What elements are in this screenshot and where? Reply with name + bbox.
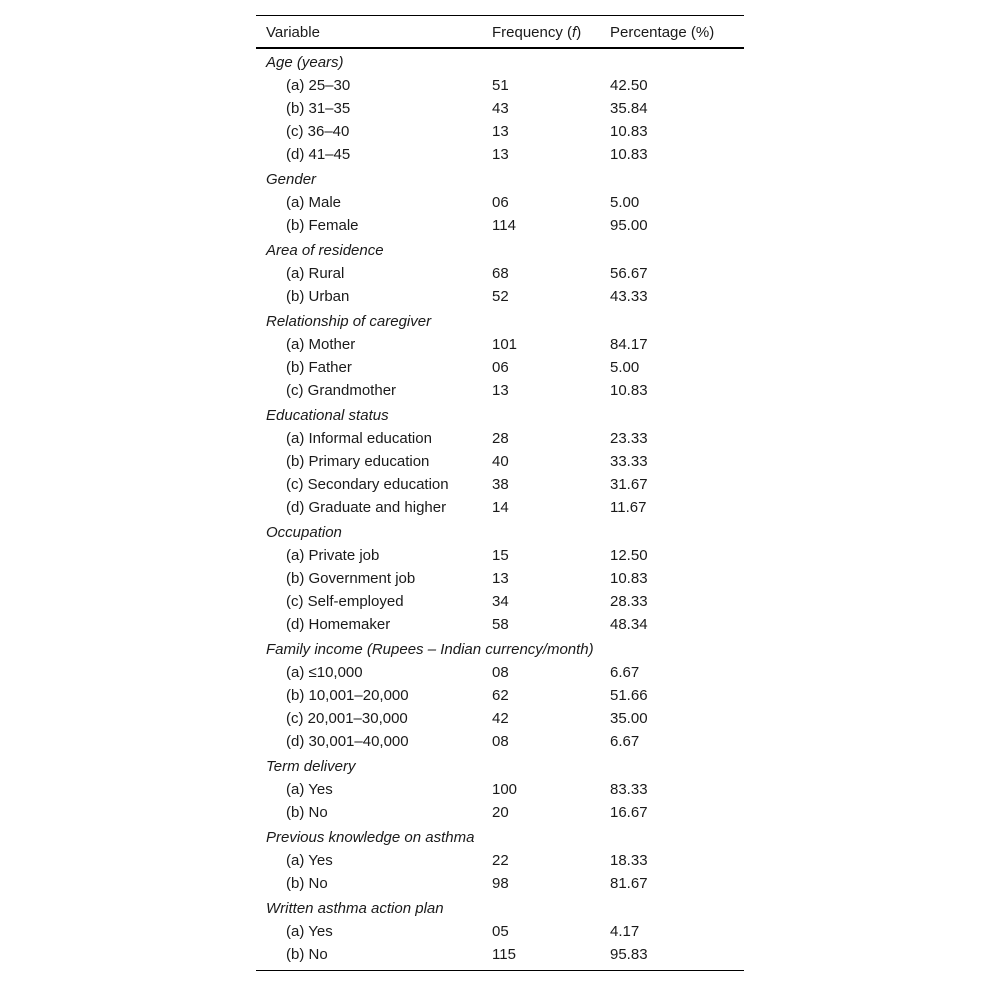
row-percentage: 42.50 [610, 77, 648, 94]
row-percentage: 10.83 [610, 123, 648, 140]
row-percentage: 18.33 [610, 852, 648, 869]
row-percentage: 35.84 [610, 100, 648, 117]
row-percentage: 6.67 [610, 733, 640, 750]
row-label: (a) Yes [286, 923, 333, 940]
row-frequency: 114 [492, 217, 516, 234]
row-label: (b) Female [286, 217, 359, 234]
table-row [256, 544, 744, 567]
row-frequency: 14 [492, 499, 509, 516]
row-frequency: 08 [492, 733, 509, 750]
row-frequency: 38 [492, 476, 509, 493]
row-percentage: 84.17 [610, 336, 648, 353]
table-row [256, 356, 744, 379]
row-frequency: 62 [492, 687, 509, 704]
table-row [256, 590, 744, 613]
row-percentage: 35.00 [610, 710, 648, 727]
row-percentage: 83.33 [610, 781, 648, 798]
row-label: (c) 20,001–30,000 [286, 710, 408, 727]
table-row [256, 285, 744, 308]
row-frequency: 115 [492, 946, 516, 963]
row-percentage: 28.33 [610, 593, 648, 610]
row-frequency: 34 [492, 593, 509, 610]
row-frequency: 13 [492, 570, 509, 587]
row-label: (a) Informal education [286, 430, 432, 447]
table-row [256, 333, 744, 356]
table-row [256, 778, 744, 801]
header-variable: Variable [266, 23, 320, 41]
row-label: (b) No [286, 875, 328, 892]
row-frequency: 13 [492, 146, 509, 163]
table-row [256, 120, 744, 143]
row-percentage: 10.83 [610, 382, 648, 399]
data-table [256, 15, 744, 971]
row-percentage: 56.67 [610, 265, 648, 282]
table-body [256, 49, 744, 970]
table-row [256, 74, 744, 97]
group-title: Area of residence [266, 242, 384, 259]
group-title: Educational status [266, 407, 389, 424]
row-frequency: 43 [492, 100, 509, 117]
row-frequency: 40 [492, 453, 509, 470]
row-frequency: 22 [492, 852, 509, 869]
row-percentage: 95.00 [610, 217, 648, 234]
row-frequency: 15 [492, 547, 509, 564]
row-frequency: 28 [492, 430, 509, 447]
row-frequency: 06 [492, 359, 509, 376]
row-label: (b) Urban [286, 288, 350, 305]
group-title: Occupation [266, 524, 342, 541]
row-percentage: 33.33 [610, 453, 648, 470]
row-percentage: 5.00 [610, 359, 640, 376]
header-frequency-prefix: Frequency ( [492, 23, 573, 41]
row-percentage: 16.67 [610, 804, 648, 821]
row-frequency: 68 [492, 265, 509, 282]
table-row [256, 943, 744, 966]
row-percentage: 10.83 [610, 570, 648, 587]
row-frequency: 58 [492, 616, 509, 633]
row-label: (a) Private job [286, 547, 380, 564]
row-label: (d) Homemaker [286, 616, 391, 633]
table-row [256, 427, 744, 450]
table-row [256, 684, 744, 707]
row-percentage: 43.33 [610, 288, 648, 305]
row-label: (d) 30,001–40,000 [286, 733, 409, 750]
row-label: (c) Grandmother [286, 382, 397, 399]
row-label: (d) Graduate and higher [286, 499, 447, 516]
row-frequency: 100 [492, 781, 518, 798]
row-percentage: 10.83 [610, 146, 648, 163]
table-row [256, 801, 744, 824]
header-percentage: Percentage (%) [610, 23, 715, 41]
table-row [256, 661, 744, 684]
group-title: Term delivery [266, 758, 356, 775]
row-label: (b) 31–35 [286, 100, 351, 117]
row-label: (a) Yes [286, 852, 333, 869]
group-title: Written asthma action plan [266, 900, 444, 917]
table-row [256, 214, 744, 237]
row-percentage: 4.17 [610, 923, 640, 940]
row-label: (c) Secondary education [286, 476, 449, 493]
table-row [256, 379, 744, 402]
row-label: (c) 36–40 [286, 123, 350, 140]
row-percentage: 51.66 [610, 687, 648, 704]
row-percentage: 81.67 [610, 875, 648, 892]
row-label: (b) No [286, 804, 328, 821]
row-label: (b) 10,001–20,000 [286, 687, 409, 704]
table-row [256, 613, 744, 636]
table-row [256, 143, 744, 166]
row-label: (b) Government job [286, 570, 416, 587]
table-row [256, 707, 744, 730]
row-frequency: 06 [492, 194, 509, 211]
row-label: (a) Mother [286, 336, 356, 353]
row-frequency: 13 [492, 382, 509, 399]
table-row [256, 730, 744, 753]
group-title: Family income (Rupees – Indian currency/month) [266, 641, 594, 658]
row-label: (c) Self-employed [286, 593, 404, 610]
row-label: (a) ≤10,000 [286, 664, 363, 681]
table-row [256, 191, 744, 214]
table-row [256, 920, 744, 943]
row-percentage: 95.83 [610, 946, 648, 963]
row-frequency: 51 [492, 77, 509, 94]
row-frequency: 05 [492, 923, 509, 940]
table-row [256, 450, 744, 473]
row-percentage: 6.67 [610, 664, 640, 681]
table-header [256, 16, 744, 49]
header-frequency [492, 20, 610, 44]
row-label: (a) Male [286, 194, 342, 211]
group-title: Previous knowledge on asthma [266, 829, 475, 846]
row-label: (a) Rural [286, 265, 345, 282]
row-label: (b) No [286, 946, 328, 963]
row-label: (b) Father [286, 359, 352, 376]
row-label: (d) 41–45 [286, 146, 351, 163]
row-label: (a) 25–30 [286, 77, 351, 94]
row-percentage: 11.67 [610, 499, 647, 516]
row-percentage: 23.33 [610, 430, 648, 447]
table-row [256, 496, 744, 519]
row-frequency: 98 [492, 875, 509, 892]
group-title: Gender [266, 171, 317, 188]
row-frequency: 20 [492, 804, 509, 821]
row-percentage: 12.50 [610, 547, 648, 564]
table-row [256, 97, 744, 120]
header-frequency-suffix: ) [576, 23, 582, 41]
row-percentage: 31.67 [610, 476, 648, 493]
row-frequency: 52 [492, 288, 509, 305]
group-title: Age (years) [266, 54, 344, 71]
group-title: Relationship of caregiver [266, 313, 432, 330]
row-label: (b) Primary education [286, 453, 430, 470]
row-frequency: 101 [492, 336, 518, 353]
table-row [256, 262, 744, 285]
row-label: (a) Yes [286, 781, 333, 798]
header-frequency-symbol: f [572, 23, 577, 41]
row-percentage: 48.34 [610, 616, 648, 633]
row-frequency: 08 [492, 664, 509, 681]
row-percentage: 5.00 [610, 194, 640, 211]
table-row [256, 473, 744, 496]
row-frequency: 42 [492, 710, 509, 727]
table-row [256, 567, 744, 590]
table-row [256, 872, 744, 895]
row-frequency: 13 [492, 123, 509, 140]
table-row [256, 849, 744, 872]
